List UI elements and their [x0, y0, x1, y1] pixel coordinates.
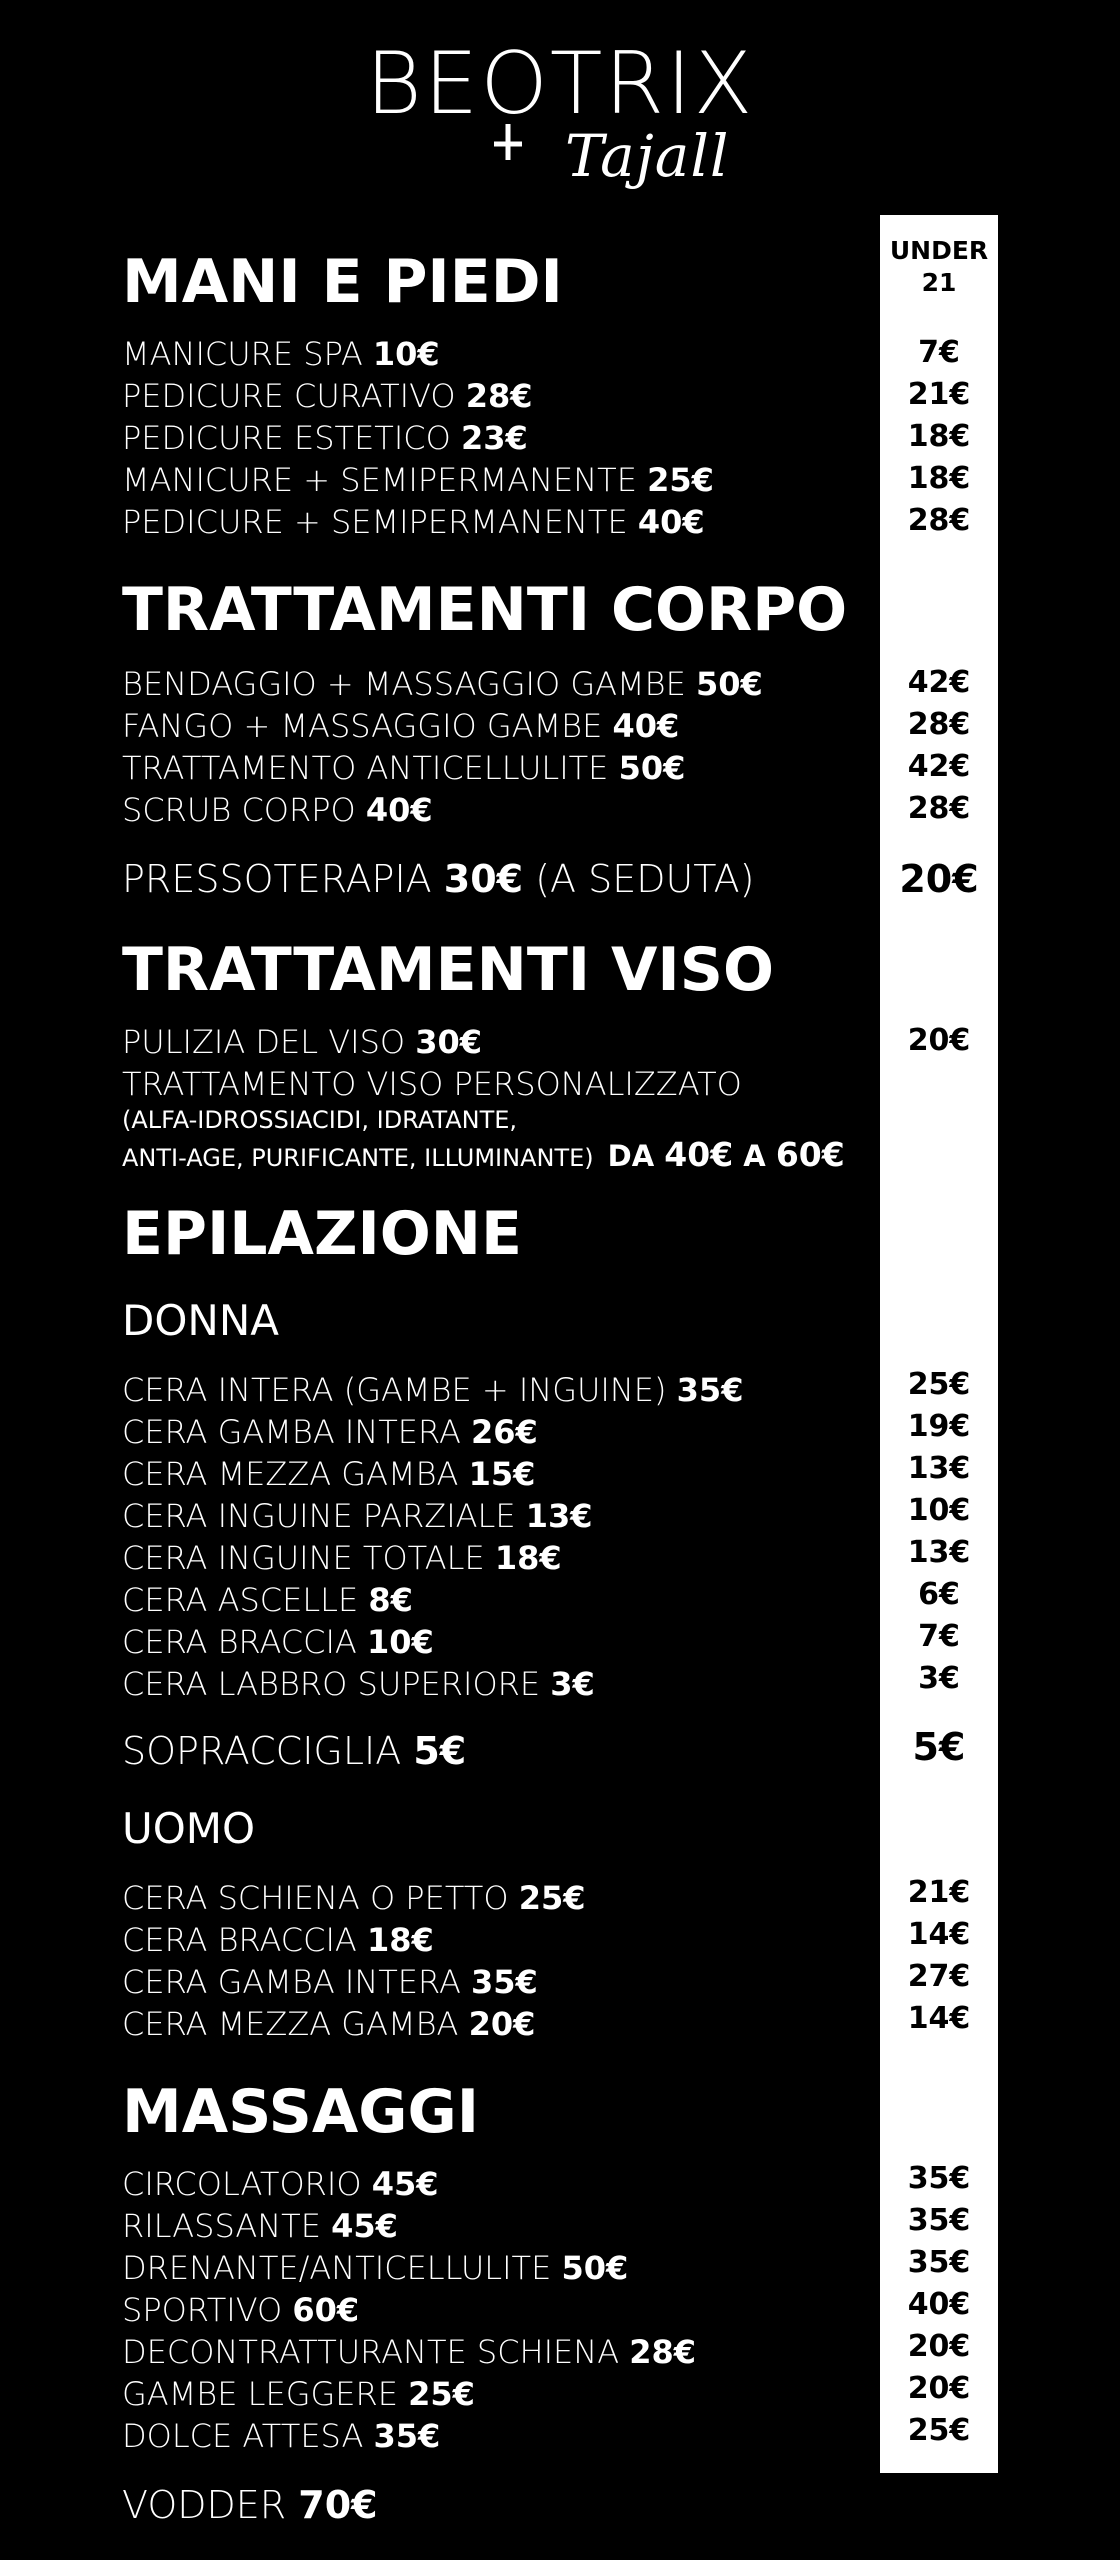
- under21-price: 5€: [912, 1725, 966, 1769]
- under21-price: 25€: [907, 1367, 971, 1402]
- under21-price: 10€: [907, 1493, 971, 1528]
- list-item: PULIZIA DEL VISO 30€: [122, 1023, 483, 1061]
- list-item: CERA BRACCIA 10€: [122, 1623, 434, 1661]
- under21-price: 21€: [907, 377, 971, 412]
- under21-price: 20€: [899, 857, 979, 901]
- under21-price: 35€: [907, 2245, 971, 2280]
- list-item: CERA MEZZA GAMBA 20€: [122, 2005, 536, 2043]
- under21-price: 28€: [907, 791, 971, 826]
- list-item: DECONTRATTURANTE SCHIENA 28€: [122, 2333, 697, 2371]
- list-item: RILASSANTE 45€: [122, 2207, 398, 2245]
- list-item: CERA BRACCIA 18€: [122, 1921, 434, 1959]
- list-item-viso-personalizzato: TRATTAMENTO VISO PERSONALIZZATO: [122, 1065, 742, 1103]
- under21-price: 18€: [907, 419, 971, 454]
- under21-price: 35€: [907, 2161, 971, 2196]
- under21-price: 13€: [907, 1535, 971, 1570]
- under21-price: 40€: [907, 2287, 971, 2322]
- list-item: CERA INTERA (GAMBE + INGUINE) 35€: [122, 1371, 744, 1409]
- under21-price: 42€: [907, 665, 971, 700]
- viso-note-line1: (ALFA-IDROSSIACIDI, IDRATANTE,: [122, 1106, 518, 1134]
- list-item: CERA GAMBA INTERA 26€: [122, 1413, 538, 1451]
- under21-price: 14€: [907, 2001, 971, 2036]
- section-title-massaggi: MASSAGGI: [122, 2077, 480, 2147]
- under21-price: 13€: [907, 1451, 971, 1486]
- list-item: CERA LABBRO SUPERIORE 3€: [122, 1665, 595, 1703]
- under21-price: 20€: [907, 2329, 971, 2364]
- section-title-corpo: TRATTAMENTI CORPO: [122, 575, 848, 645]
- list-item: BENDAGGIO + MASSAGGIO GAMBE 50€: [122, 665, 763, 703]
- under21-price: 14€: [907, 1917, 971, 1952]
- under21-price: 35€: [907, 2203, 971, 2238]
- under21-header-line1: UNDER: [889, 236, 989, 265]
- list-item: PEDICURE CURATIVO 28€: [122, 377, 533, 415]
- section-title-epilazione: EPILAZIONE: [122, 1199, 522, 1269]
- viso-price-range: DA 40€ A 60€: [607, 1135, 845, 1174]
- subsection-title-donna: DONNA: [122, 1296, 279, 1345]
- signature: Tajall: [565, 122, 730, 190]
- list-item: MANICURE SPA 10€: [122, 335, 440, 373]
- under21-price: 3€: [918, 1661, 960, 1696]
- under21-price: 20€: [907, 1023, 971, 1058]
- under21-price: 7€: [918, 335, 960, 370]
- list-item: CIRCOLATORIO 45€: [122, 2165, 439, 2203]
- under21-price: 7€: [918, 1619, 960, 1654]
- list-item: CERA MEZZA GAMBA 15€: [122, 1455, 536, 1493]
- list-item: DOLCE ATTESA 35€: [122, 2417, 441, 2455]
- list-item: DRENANTE/ANTICELLULITE 50€: [122, 2249, 629, 2287]
- logo: [0, 30, 1120, 190]
- list-item-sopracciglia: SOPRACCIGLIA 5€: [122, 1729, 467, 1773]
- viso-note-line2: ANTI-AGE, PURIFICANTE, ILLUMINANTE) DA 40€ A 60€: [122, 1135, 845, 1174]
- under21-price: 25€: [907, 2413, 971, 2448]
- list-item: MANICURE + SEMIPERMANENTE 25€: [122, 461, 714, 499]
- list-item: CERA GAMBA INTERA 35€: [122, 1963, 538, 2001]
- list-item: CERA INGUINE TOTALE 18€: [122, 1539, 562, 1577]
- list-item-vodder: VODDER 70€: [122, 2483, 378, 2527]
- under21-header-line2: 21: [921, 268, 957, 297]
- under21-price: 19€: [907, 1409, 971, 1444]
- under21-price: 28€: [907, 503, 971, 538]
- section-title-mani-piedi: MANI E PIEDI: [122, 247, 563, 317]
- list-item: CERA SCHIENA O PETTO 25€: [122, 1879, 586, 1917]
- venus-symbol-icon: [468, 72, 548, 162]
- under21-price: 6€: [918, 1577, 960, 1612]
- list-item: GAMBE LEGGERE 25€: [122, 2375, 475, 2413]
- list-item: PEDICURE ESTETICO 23€: [122, 419, 528, 457]
- list-item-pressoterapia: PRESSOTERAPIA 30€ (A SEDUTA): [122, 857, 755, 901]
- under21-price: 27€: [907, 1959, 971, 1994]
- subsection-title-uomo: UOMO: [122, 1804, 256, 1853]
- list-item: FANGO + MASSAGGIO GAMBE 40€: [122, 707, 680, 745]
- list-item: SPORTIVO 60€: [122, 2291, 360, 2329]
- section-title-viso: TRATTAMENTI VISO: [122, 935, 774, 1005]
- list-item: TRATTAMENTO ANTICELLULITE 50€: [122, 749, 686, 787]
- brand-name: BEOTRIX: [365, 34, 755, 134]
- list-item: CERA ASCELLE 8€: [122, 1581, 413, 1619]
- under21-column: [880, 215, 998, 2473]
- under21-price: 28€: [907, 707, 971, 742]
- list-item: CERA INGUINE PARZIALE 13€: [122, 1497, 593, 1535]
- list-item: PEDICURE + SEMIPERMANENTE 40€: [122, 503, 705, 541]
- under21-price: 18€: [907, 461, 971, 496]
- list-item: SCRUB CORPO 40€: [122, 791, 433, 829]
- under21-price: 42€: [907, 749, 971, 784]
- under21-price: 21€: [907, 1875, 971, 1910]
- under21-price: 20€: [907, 2371, 971, 2406]
